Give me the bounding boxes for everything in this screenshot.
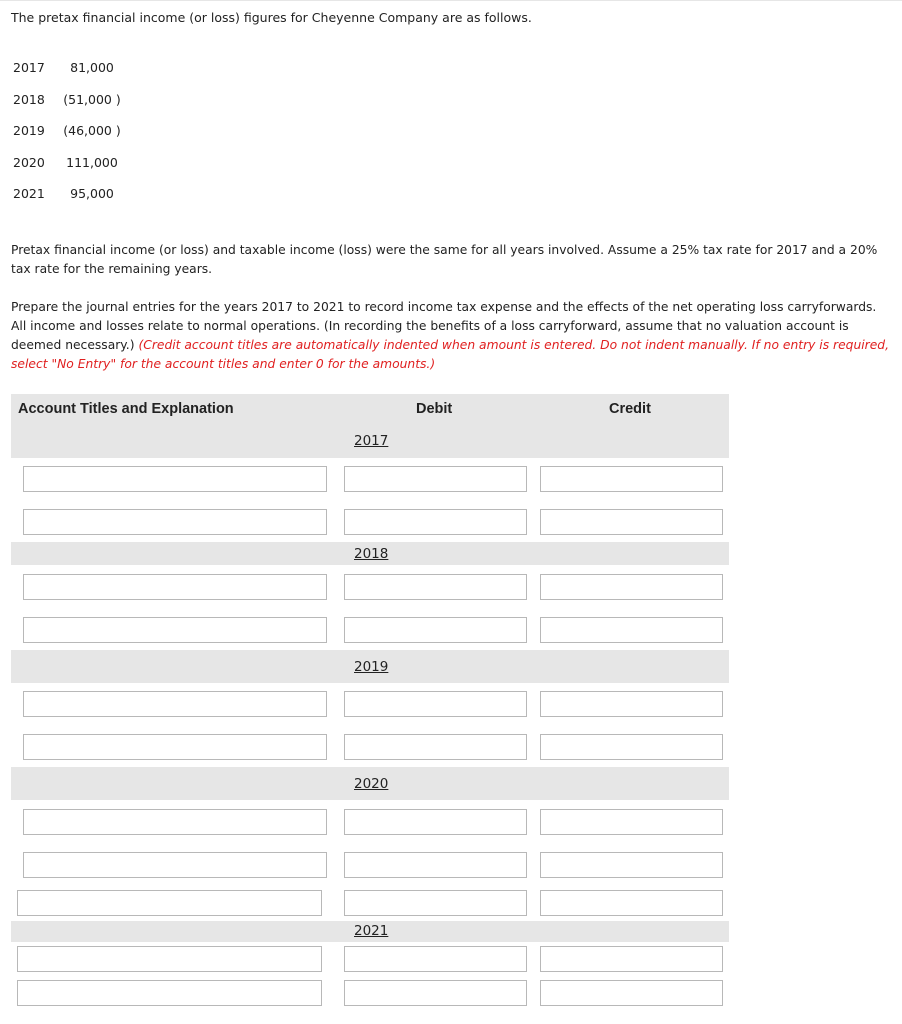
debit-input[interactable] <box>344 509 527 535</box>
credit-input[interactable] <box>540 617 723 643</box>
debit-header: Debit <box>416 401 453 417</box>
account-title-input[interactable] <box>23 509 327 535</box>
debit-input[interactable] <box>344 466 527 492</box>
credit-input[interactable] <box>540 574 723 600</box>
year-label-2020: 2020 <box>354 776 389 792</box>
credit-input[interactable] <box>540 946 723 972</box>
income-figures-table <box>9 52 126 210</box>
year-label-2018: 2018 <box>354 546 389 562</box>
debit-input[interactable] <box>344 980 527 1006</box>
credit-header: Credit <box>609 401 651 417</box>
credit-input[interactable] <box>540 890 723 916</box>
credit-input[interactable] <box>540 980 723 1006</box>
table-row <box>9 84 126 116</box>
debit-input[interactable] <box>344 734 527 760</box>
debit-input[interactable] <box>344 852 527 878</box>
table-row <box>9 52 126 84</box>
table-row <box>9 178 126 210</box>
year-label-2019: 2019 <box>354 659 389 675</box>
account-title-input[interactable] <box>23 734 327 760</box>
amount-cell: 111,000 <box>66 154 118 170</box>
instructions-paragraph <box>11 298 893 374</box>
year-cell: 2018 <box>13 91 45 107</box>
debit-input[interactable] <box>344 890 527 916</box>
debit-input[interactable] <box>344 809 527 835</box>
account-title-input[interactable] <box>23 574 327 600</box>
table-row <box>9 115 126 147</box>
credit-input[interactable] <box>540 466 723 492</box>
credit-input[interactable] <box>540 809 723 835</box>
credit-input[interactable] <box>540 852 723 878</box>
credit-input[interactable] <box>540 734 723 760</box>
account-title-input[interactable] <box>23 617 327 643</box>
amount-cell: 81,000 <box>70 60 114 76</box>
account-title-input[interactable] <box>23 852 327 878</box>
year-label-2017: 2017 <box>354 433 389 449</box>
amount-cell: 95,000 <box>70 186 114 202</box>
account-title-input[interactable] <box>17 890 322 916</box>
year-label-2021: 2021 <box>354 923 389 939</box>
account-title-input[interactable] <box>23 809 327 835</box>
year-cell: 2021 <box>13 186 45 202</box>
amount-cell: (46,000 ) <box>63 123 121 139</box>
year-cell: 2020 <box>13 154 45 170</box>
instructions-text: Prepare the journal entries for the years 2017 to 2021 to record income tax expense and the effects of the net operating loss carryforwards. All income and losses relate to normal operations. (In recording the benefits of a loss carryforward, assume that no valuation account is deemed necessary.) <box>11 300 877 352</box>
account-title-input[interactable] <box>17 980 322 1006</box>
debit-input[interactable] <box>344 574 527 600</box>
amount-cell: (51,000 ) <box>63 91 121 107</box>
table-row <box>9 147 126 179</box>
debit-input[interactable] <box>344 691 527 717</box>
year-cell: 2017 <box>13 60 45 76</box>
credit-input[interactable] <box>540 509 723 535</box>
intro-text: The pretax financial income (or loss) figures for Cheyenne Company are as follows. <box>11 10 532 25</box>
account-title-input[interactable] <box>23 691 327 717</box>
year-cell: 2019 <box>13 123 45 139</box>
instruction-note: (Credit account titles are automatically indented when amount is entered. Do not indent manually. If no entry is required, select "No Entry" for the account titles and enter 0 for the amounts.) <box>11 338 890 371</box>
top-divider <box>0 0 902 1</box>
credit-input[interactable] <box>540 691 723 717</box>
account-title-input[interactable] <box>17 946 322 972</box>
account-titles-header: Account Titles and Explanation <box>18 401 234 417</box>
account-title-input[interactable] <box>23 466 327 492</box>
debit-input[interactable] <box>344 617 527 643</box>
debit-input[interactable] <box>344 946 527 972</box>
assumption-paragraph: Pretax financial income (or loss) and taxable income (loss) were the same for all years involved. Assume a 25% tax rate for 2017 and a 20% tax rate for the remaining years. <box>11 243 878 276</box>
